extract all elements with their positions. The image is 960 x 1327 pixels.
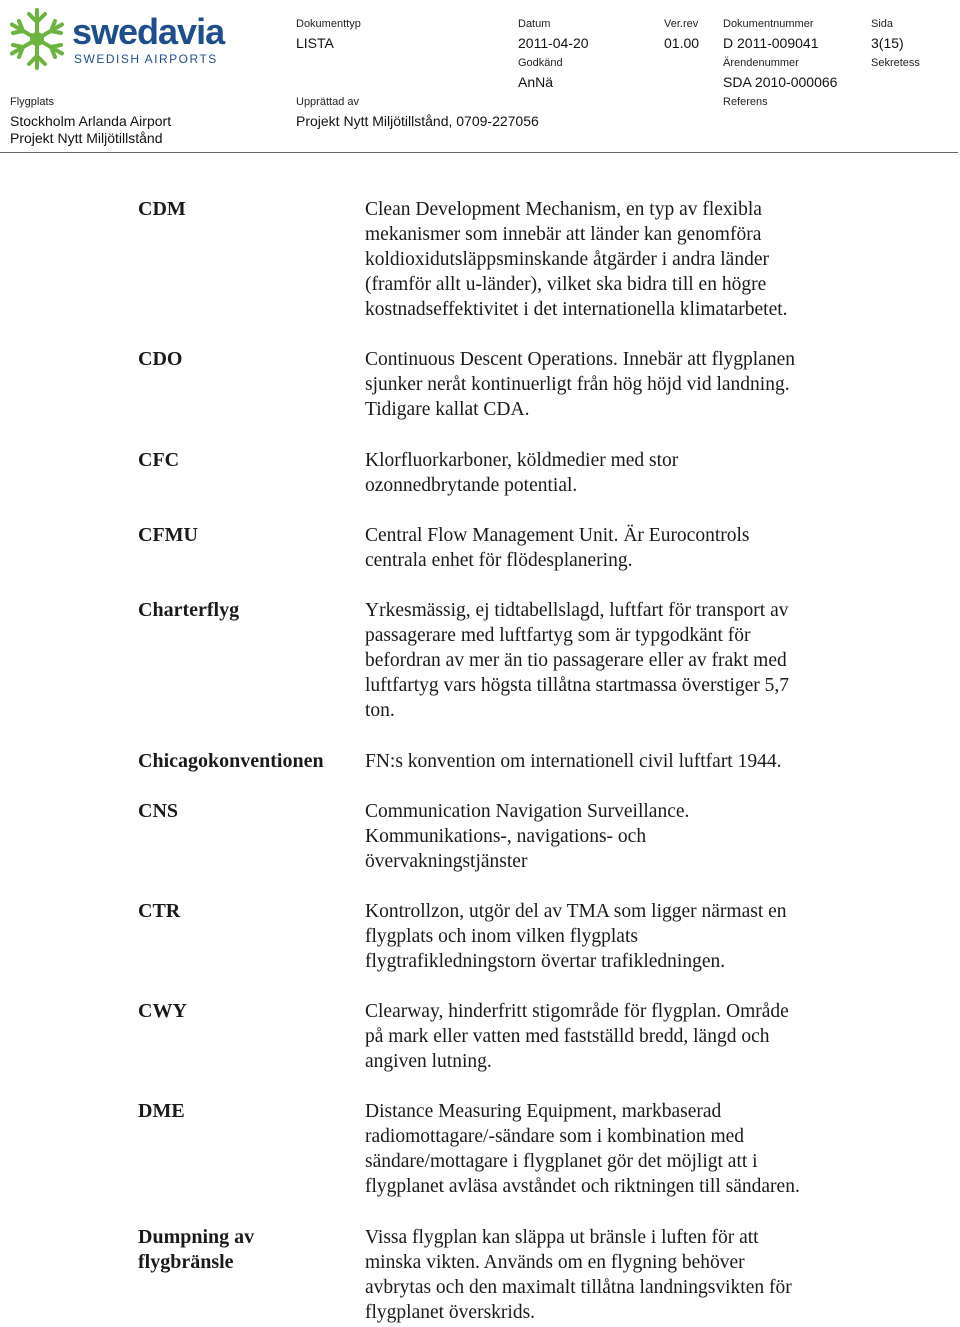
glossary-definition: Central Flow Management Unit. Är Eurocontrols centrala enhet för flödesplanering. bbox=[365, 525, 750, 571]
glossary-definition: Communication Navigation Surveillance. Kommunikations-, navigations- och övervakningstjänster bbox=[365, 801, 690, 872]
version-label: Ver.rev bbox=[664, 18, 699, 30]
glossary-definition: Yrkesmässig, ej tidtabellslagd, luftfart för transport av passagerare med luftfartyg som är typgodkänt för befordran av mer än tio passagerare eller av frakt med luftfartyg vars högsta tillåtna startmassa överstiger 5,7 ton. bbox=[365, 600, 790, 721]
brand-subtitle: SWEDISH AIRPORTS bbox=[74, 52, 218, 66]
airport-value: Stockholm Arlanda Airport bbox=[10, 113, 172, 129]
secrecy-label: Sekretess bbox=[871, 57, 920, 69]
prepared-by-label: Upprättad av bbox=[296, 96, 359, 108]
glossary-term: CFC bbox=[138, 449, 180, 471]
glossary-term: Dumpning av flygbränsle bbox=[138, 1226, 255, 1273]
page-label: Sida bbox=[871, 18, 894, 30]
glossary-term: CDM bbox=[138, 198, 186, 220]
glossary-term: CNS bbox=[138, 800, 179, 822]
glossary-definition: Clearway, hinderfritt stigområde för flygplan. Område på mark eller vatten med fastställd bredd, längd och angiven lutning. bbox=[365, 1001, 789, 1072]
page-value: 3(15) bbox=[871, 35, 904, 51]
airport-label: Flygplats bbox=[10, 96, 55, 108]
version-value: 01.00 bbox=[664, 35, 700, 51]
document-type-label: Dokumenttyp bbox=[296, 18, 361, 30]
document-number-value: D 2011-009041 bbox=[723, 35, 819, 51]
glossary-term: CFMU bbox=[138, 524, 198, 546]
glossary-definition: Kontrollzon, utgör del av TMA som ligger närmast en flygplats och inom vilken flygplats flygtrafikledningstorn övertar trafikledningen. bbox=[365, 901, 787, 972]
glossary-term: Chicagokonventionen bbox=[138, 750, 324, 772]
glossary-definition: Vissa flygplan kan släppa ut bränsle i luften för att minska vikten. Används om en flygning behöver avbrytas och den maximalt tillåtna landningsvikten för flygplanet överskrids. bbox=[365, 1227, 792, 1323]
prepared-by-value: Projekt Nytt Miljötillstånd, 0709-227056 bbox=[296, 113, 539, 129]
approved-value: AnNä bbox=[518, 74, 554, 90]
glossary-definition: Klorfluorkarboner, köldmedier med stor ozonnedbrytande potential. bbox=[365, 450, 679, 496]
glossary-definition: Clean Development Mechanism, en typ av flexibla mekanismer som innebär att länder kan genomföra koldioxidutsläppsminskande åtgärder i andra länder (framför allt u-länder), vilket ska bidra till en högre kostnadseffektivitet i det internationella klimatarbetet. bbox=[365, 199, 788, 320]
snowflake-icon bbox=[4, 6, 70, 72]
glossary-definition: FN:s konvention om internationell civil luftfart 1944. bbox=[365, 751, 782, 772]
approved-label: Godkänd bbox=[518, 57, 563, 69]
glossary-term: CWY bbox=[138, 1000, 187, 1022]
glossary-term: DME bbox=[138, 1100, 185, 1122]
glossary-term: Charterflyg bbox=[138, 599, 240, 621]
glossary-term: CDO bbox=[138, 348, 183, 370]
date-label: Datum bbox=[518, 18, 551, 30]
document-type-value: LISTA bbox=[296, 35, 334, 51]
case-number-value: SDA 2010-000066 bbox=[723, 74, 838, 90]
glossary-definition: Distance Measuring Equipment, markbaserad radiomottagare/-sändare som i kombination med sändare/mottagare i flygplanet gör det möjligt att i flygplanet avläsa avståndet och riktningen till sändaren. bbox=[365, 1101, 800, 1197]
brand-name: swedavia bbox=[72, 11, 225, 52]
document-number-label: Dokumentnummer bbox=[723, 18, 814, 30]
project-value: Projekt Nytt Miljötillstånd bbox=[10, 130, 163, 146]
date-value: 2011-04-20 bbox=[518, 35, 589, 51]
glossary-definition: Continuous Descent Operations. Innebär att flygplanen sjunker neråt kontinuerligt från hög höjd vid landning. Tidigare kallat CDA. bbox=[365, 349, 795, 420]
case-number-label: Ärendenummer bbox=[723, 57, 799, 69]
glossary-term: CTR bbox=[138, 900, 181, 922]
header-divider bbox=[0, 152, 958, 153]
reference-label: Referens bbox=[723, 96, 768, 108]
